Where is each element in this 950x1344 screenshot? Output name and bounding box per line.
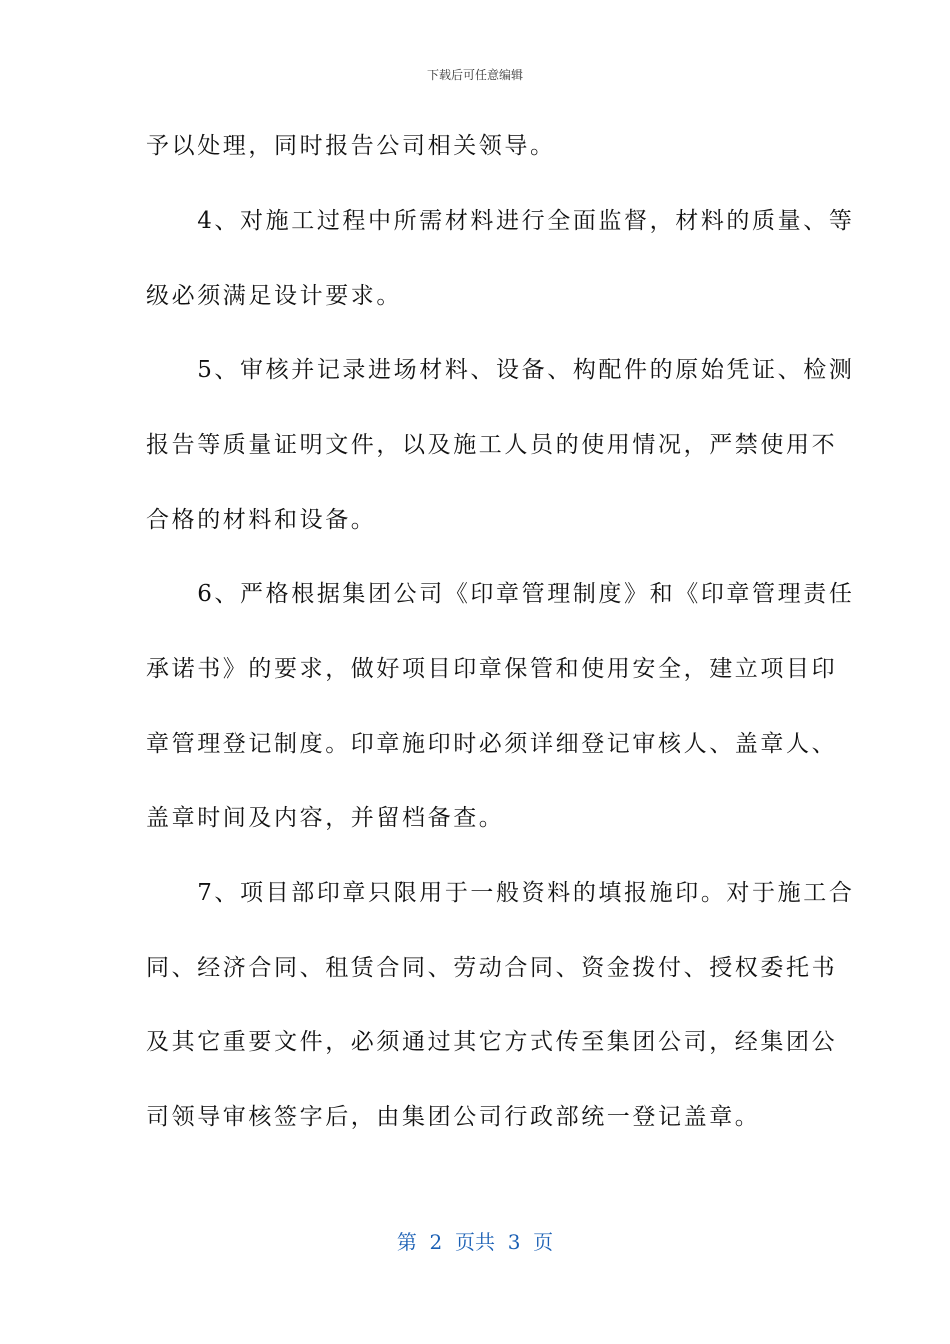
- body-line: 6、严格根据集团公司《印章管理制度》和《印章管理责任: [146, 581, 855, 607]
- body-line: 报告等质量证明文件，以及施工人员的使用情况，严禁使用不: [146, 432, 838, 458]
- body-line: 7、项目部印章只限用于一般资料的填报施印。对于施工合: [146, 880, 855, 906]
- body-line: 4、对施工过程中所需材料进行全面监督，材料的质量、等: [146, 208, 855, 234]
- body-line: 级必须满足设计要求。: [146, 283, 402, 309]
- download-note: 下载后可任意编辑: [426, 68, 523, 82]
- body-line: 同、经济合同、租赁合同、劳动合同、资金拨付、授权委托书: [146, 955, 838, 981]
- body-line: 予以处理，同时报告公司相关领导。: [146, 133, 556, 159]
- body-line: 承诺书》的要求，做好项目印章保管和使用安全，建立项目印: [146, 656, 838, 682]
- body-line: 章管理登记制度。印章施印时必须详细登记审核人、盖章人、: [146, 731, 838, 757]
- page-number: 第 2 页共 3 页: [396, 1230, 554, 1254]
- body-line: 司领导审核签字后，由集团公司行政部统一登记盖章。: [146, 1104, 761, 1130]
- body-line: 合格的材料和设备。: [146, 507, 377, 533]
- body-line: 及其它重要文件，必须通过其它方式传至集团公司，经集团公: [146, 1029, 838, 1055]
- body-line: 5、审核并记录进场材料、设备、构配件的原始凭证、检测: [146, 357, 855, 383]
- body-line: 盖章时间及内容，并留档备查。: [146, 805, 505, 831]
